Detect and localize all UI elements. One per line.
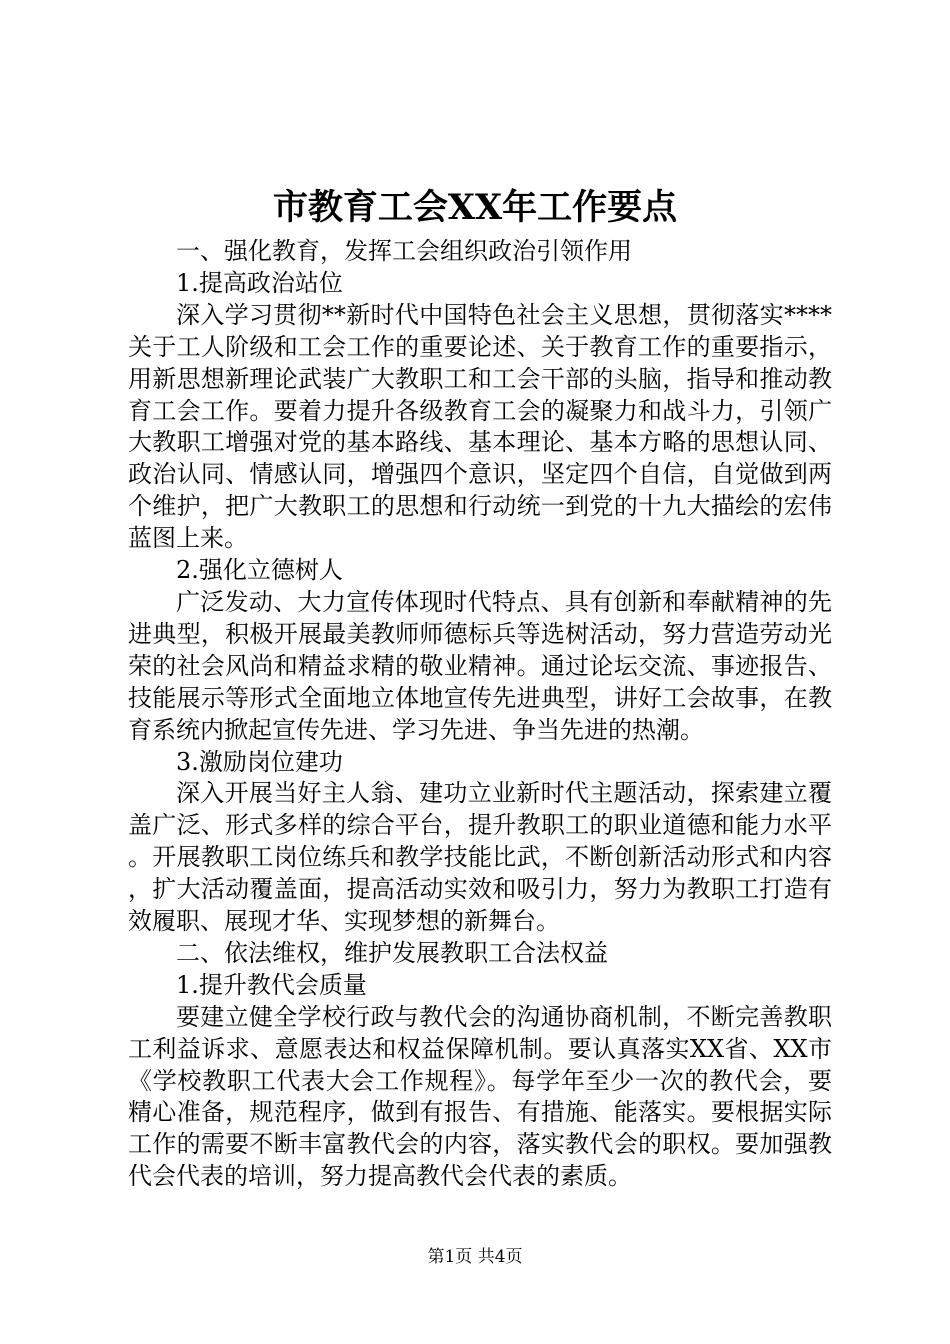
section-heading-1: 一、强化教育，发挥工会组织政治引领作用 bbox=[176, 237, 632, 265]
paragraph-1-1: 深入学习贯彻**新时代中国特色社会主义思想，贯彻落实****关于工人阶级和工会工作的重要论述、关于教育工作的重要指示，用新思想新理论武装广大教职工和工会干部的头脑，指导和推动教育工会工作。要着力提升各级教育工会的凝聚力和战斗力，引领广大教职工增强对党的基本路线、基本理论、基本方略的思想认同、政治认同、情感认同，增强四个意识，坚定四个自信，自觉做到两个维护，把广大教职工的思想和行动统一到党的十九大描绘的宏伟蓝图上来。 bbox=[128, 300, 832, 553]
document-title: 市教育工会XX年工作要点 bbox=[272, 187, 678, 228]
document-body bbox=[128, 236, 832, 1193]
subheading-2-1: 1.提升教代会质量 bbox=[176, 970, 367, 999]
subheading-1-2: 2.强化立德树人 bbox=[176, 556, 343, 585]
subheading-1-3: 3.激励岗位建功 bbox=[176, 747, 343, 776]
paragraph-2-1: 要建立健全学校行政与教代会的沟通协商机制，不断完善教职工利益诉求、意愿表达和权益保障机制。要认真落实XX省、XX市《学校教职工代表大会工作规程》。每学年至少一次的教代会，要精心准备，规范程序，做到有报告、有措施、能落实。要根据实际工作的需要不断丰富教代会的内容，落实教代会的职权。要加强教代会代表的培训，努力提高教代会代表的素质。 bbox=[128, 1002, 832, 1191]
page-footer: 第1页 共4页 bbox=[427, 1247, 523, 1267]
subheading-1-1: 1.提高政治站位 bbox=[176, 268, 343, 297]
section-heading-2: 二、依法维权，维护发展教职工合法权益 bbox=[176, 938, 608, 967]
paragraph-1-2: 广泛发动、大力宣传体现时代特点、具有创新和奉献精神的先进典型，积极开展最美教师师德标兵等选树活动，努力营造劳动光荣的社会风尚和精益求精的敬业精神。通过论坛交流、事迹报告、技能展示等形式全面地立体地宣传先进典型，讲好工会故事，在教育系统内掀起宣传先进、学习先进、争当先进的热潮。 bbox=[128, 587, 832, 744]
paragraph-1-3: 深入开展当好主人翁、建功立业新时代主题活动，探索建立覆盖广泛、形式多样的综合平台，提升教职工的职业道德和能力水平。开展教职工岗位练兵和教学技能比武，不断创新活动形式和内容，扩大活动覆盖面，提高活动实效和吸引力，努力为教职工打造有效履职、展现才华、实现梦想的新舞台。 bbox=[128, 779, 832, 936]
